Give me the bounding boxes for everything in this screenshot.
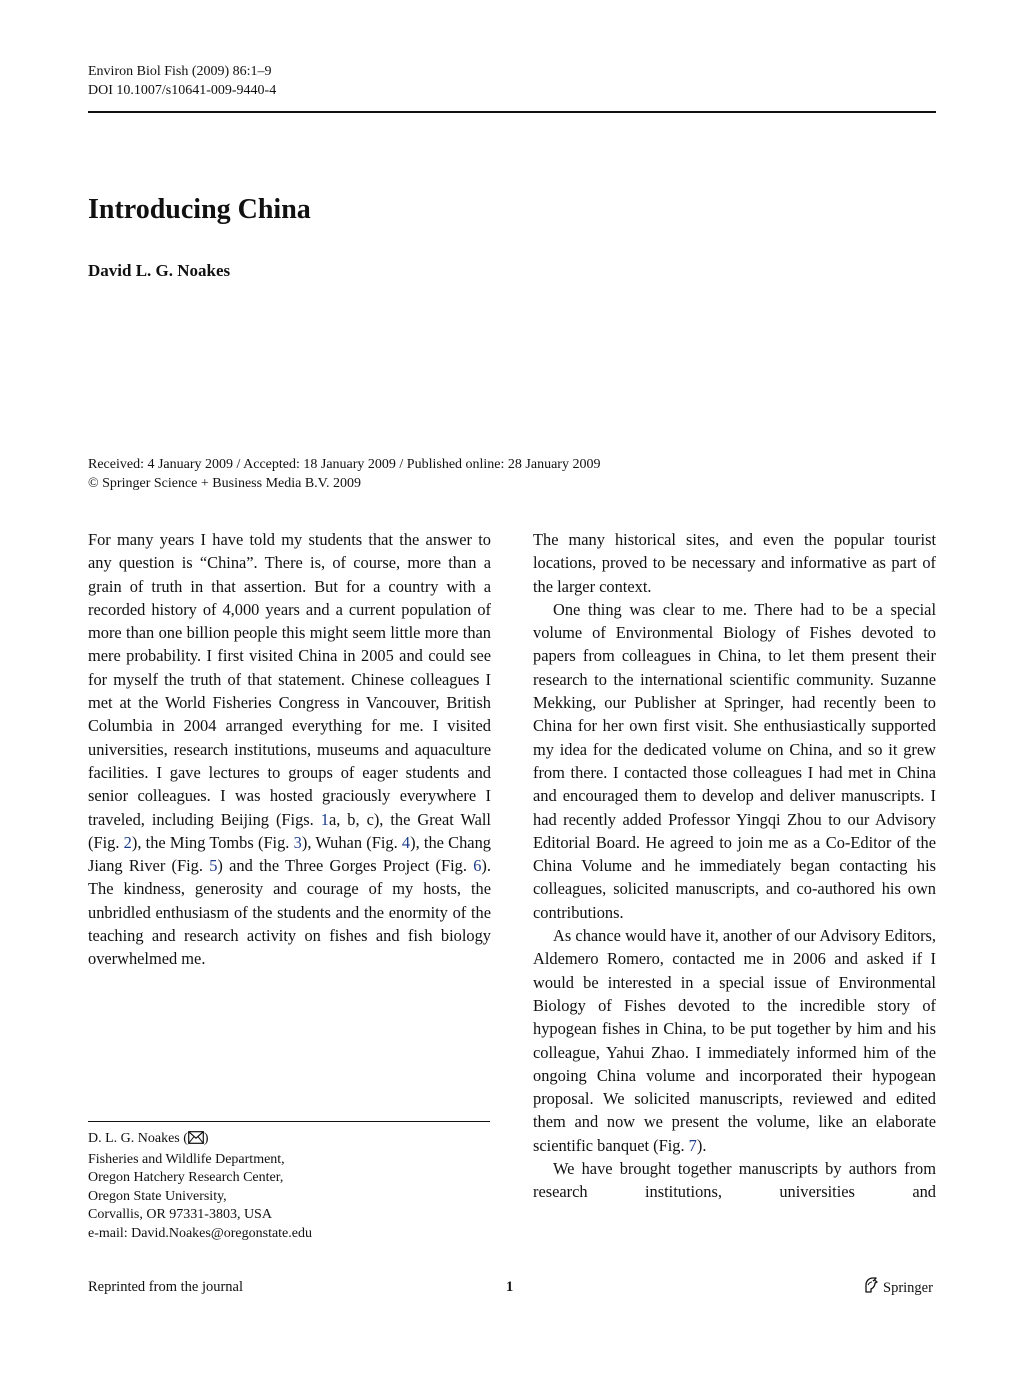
text-run: For many years I have told my students that the answer to any question is “China”. There is, of course, more than a grain of truth in that assertion. But for a country with a recorded history of 4,000 years and a current population of more than one billion people this might seem little more than mere probability. I first visited China in 2005 and could see for myself the truth of that statement. Chinese colleagues I met at the World Fisheries Congress in Vancouver, British Columbia in 2004 arranged everything for me. I visited universities, research institutions, museums and aquaculture facilities. I gave lectures to groups of eager students and senior colleagues. I was hosted graciously everywhere I traveled, including Beijing (Figs. (88, 530, 491, 829)
body-right-column (533, 528, 936, 1204)
text-run: ), the Chang Jiang River (Fig. (88, 832, 491, 876)
received-accepted-dates: Received: 4 January 2009 / Accepted: 18 January 2009 / Published online: 28 January 2009 (88, 457, 601, 472)
affiliation-name-close: ) (203, 1131, 209, 1146)
text-run: a, b, c), the Great Wall (Fig. (88, 809, 491, 852)
copyright-line: © Springer Science + Business Media B.V. 2009 (88, 476, 361, 491)
author-name: David L. G. Noakes (88, 261, 231, 280)
text-run: ), Wuhan (Fig. (301, 832, 402, 852)
paragraph (533, 924, 936, 1157)
affiliation-email[interactable]: e-mail: David.Noakes@oregonstate.edu (88, 1225, 312, 1241)
figure-link-2[interactable]: 2 (123, 832, 132, 852)
paragraph (88, 528, 491, 971)
affiliation-name: D. L. G. Noakes ( (88, 1131, 188, 1146)
text-run: ). The kindness, generosity and courage of my hosts, the unbridled enthusiasm of the students and the enormity of the teaching and research activity on fishes and fish biology overwhelmed me. (88, 856, 491, 969)
affiliation-rule (88, 1121, 490, 1122)
affiliation-center: Oregon Hatchery Research Center, (88, 1170, 284, 1186)
affiliation-dept: Fisheries and Wildlife Department, (88, 1151, 285, 1167)
figure-link-5[interactable]: 5 (209, 856, 218, 876)
affiliation-university: Oregon State University, (88, 1188, 227, 1204)
figure-link-6[interactable]: 6 (473, 856, 482, 876)
figure-link-7[interactable]: 7 (688, 1135, 697, 1155)
figure-link-3[interactable]: 3 (293, 832, 302, 852)
affiliation-address: Corvallis, OR 97331-3803, USA (88, 1207, 272, 1223)
body-left-column (88, 528, 491, 971)
journal-header (88, 62, 276, 100)
text-run: ), the Ming Tombs (Fig. (131, 832, 294, 852)
text-run: ) and the Three Gorges Project (Fig. (217, 856, 474, 876)
paragraph: One thing was clear to me. There had to be a special volume of Environmental Biology of Fishes devoted to papers from colleagues in China, to let them present their research to the international scientific community. Suzanne Mekking, our Publisher at Springer, had recently been to China for her own first visit. She enthusiastically supported my idea for the dedicated volume on China, and so it grew from there. I contacted those colleagues I had met in China and encouraged them to develop and deliver manuscripts. I had recently added Professor Yingqi Zhou to our Advisory Editorial Board. He agreed to join me as a Co-Editor of the China Volume and he immediately began contacting his colleagues, solicited manuscripts, and co-authored his own contributions. (533, 599, 936, 922)
publisher-name: Springer (883, 1279, 933, 1296)
affiliation-block (88, 1130, 312, 1244)
reprint-note: Reprinted from the journal (88, 1279, 244, 1295)
header-rule (88, 111, 936, 113)
affiliation-author (88, 1130, 312, 1151)
paragraph: The many historical sites, and even the popular tourist locations, proved to be necessary and informative as part of the larger context. (533, 530, 936, 596)
figure-link-4[interactable]: 4 (401, 832, 411, 852)
article-title: Introducing China (88, 194, 311, 225)
text-run: ). (696, 1135, 707, 1155)
envelope-icon[interactable] (188, 1131, 204, 1151)
journal-citation: Environ Biol Fish (2009) 86:1–9 (88, 64, 272, 79)
doi[interactable]: DOI 10.1007/s10641-009-9440-4 (88, 83, 277, 98)
page-number: 1 (506, 1279, 514, 1295)
publisher-logo (862, 1276, 933, 1300)
paragraph: We have brought together manuscripts by authors from research institutions, universities and (533, 1159, 936, 1202)
text-run: As chance would have it, another of our Advisory Editors, Aldemero Romero, contacted me in 2006 and asked if I would be interested in a special issue of Environmental Biology of Fishes devoted to the incredible story of hypogean fishes in China, to be put together by him and his colleague, Yahui Zhao. I immediately informed him of the ongoing China volume and incorporated their hypogean proposal. We solicited manuscripts, reviewed and edited them and now we present the volume, like an elaborate scientific banquet (Fig. (533, 926, 936, 1155)
springer-horse-icon (862, 1276, 880, 1300)
figure-link-1[interactable]: 1 (320, 809, 329, 829)
publication-history (88, 455, 600, 493)
